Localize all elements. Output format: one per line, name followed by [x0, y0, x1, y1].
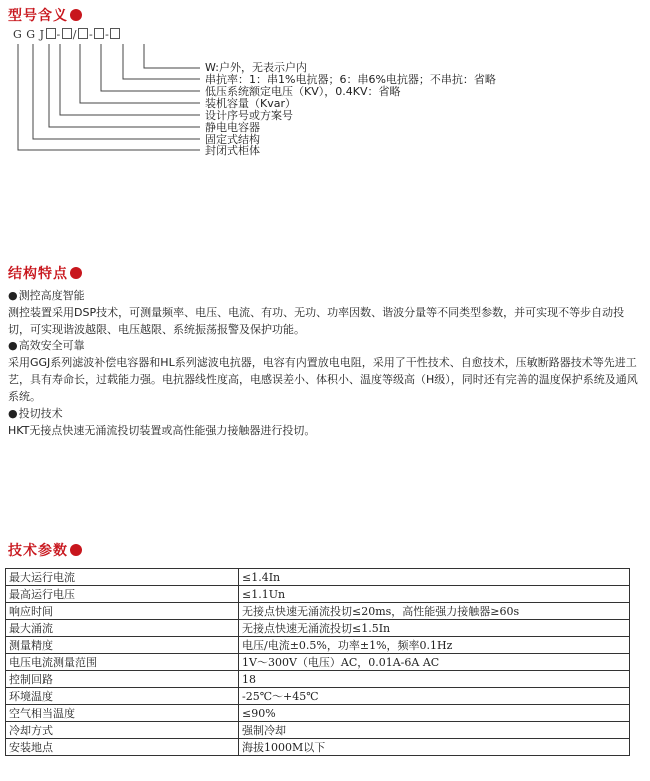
param-value: 海拔1000M以下: [239, 739, 630, 756]
legend-item: 低压系统额定电压（KV），0.4KV：省略: [205, 85, 401, 98]
param-value: 电压/电流±0.5%，功率±1%，频率0.1Hz: [239, 637, 630, 654]
table-row: [6, 603, 630, 620]
param-name: 控制回路: [6, 671, 239, 688]
table-row: [6, 637, 630, 654]
table-row: [6, 620, 630, 637]
legend-item: 封闭式柜体: [205, 144, 260, 157]
table-row: [6, 569, 630, 586]
param-value: ≤1.1Un: [239, 586, 630, 603]
table-row: [6, 739, 630, 756]
title-dot-icon: [70, 544, 82, 556]
leader-line: [123, 44, 200, 79]
param-value: ≤90%: [239, 705, 630, 722]
param-name: 测量精度: [6, 637, 239, 654]
legend-item: W:户外，无表示户内: [205, 61, 307, 74]
params-section-title-text: 技术参数: [8, 543, 68, 559]
leader-line: [80, 44, 200, 103]
table-row: [6, 705, 630, 722]
structure-section-title-text: 结构特点: [8, 266, 68, 282]
param-value: 强制冷却: [239, 722, 630, 739]
leader-line: [144, 44, 200, 68]
param-value: 1V～300V（电压）AC，0.01A-6A AC: [239, 654, 630, 671]
table-row: [6, 671, 630, 688]
model-code-separator: /: [72, 28, 77, 41]
param-value: 18: [239, 671, 630, 688]
param-name: 最大涌流: [6, 620, 239, 637]
model-section-title-text: 型号含义: [8, 8, 68, 24]
param-name: 安装地点: [6, 739, 239, 756]
param-name: 冷却方式: [6, 722, 239, 739]
table-row: [6, 586, 630, 603]
feature-block: [8, 287, 638, 338]
param-name: 电压电流测量范围: [6, 654, 239, 671]
model-code-separator: -: [56, 28, 61, 41]
legend-item: 设计序号或方案号: [205, 109, 293, 122]
model-code-letter: J: [39, 28, 45, 41]
legend-item: 静电电容器: [205, 121, 260, 134]
legend-item: 固定式结构: [205, 133, 260, 146]
legend-item: 装机容量（Kvar）: [205, 97, 296, 110]
param-value: 无接点快速无涌流投切≤1.5In: [239, 620, 630, 637]
model-code-separator: -: [88, 28, 94, 41]
table-row: [6, 688, 630, 705]
structure-section-title: [8, 263, 82, 283]
feature-heading: ● 测控高度智能: [8, 287, 638, 304]
model-code-letter: G: [26, 28, 36, 41]
feature-body: 采用GGJ系列滤波补偿电容器和HL系列滤波电抗器，电容有内置放电电阻，采用了干性技术、自愈技术，压敏断路器技术等先进工艺，具有寿命长，过载能力强。电抗器线性度高，电感误差小、体积小、温度等级高（H级），同时还有完善的温度保护系统及通风系统。: [8, 356, 638, 403]
feature-body: HKT无接点快速无涌流投切装置或高性能强力接触器进行投切。: [8, 424, 316, 437]
feature-heading: ● 投切技术: [8, 405, 638, 422]
param-value: ≤1.4In: [239, 569, 630, 586]
title-dot-icon: [70, 267, 82, 279]
leader-line: [18, 44, 200, 150]
param-name: 最高运行电压: [6, 586, 239, 603]
param-name: 空气相当温度: [6, 705, 239, 722]
feature-heading: ● 高效安全可靠: [8, 337, 638, 354]
model-code-separator: -: [105, 28, 110, 41]
param-name: 最大运行电流: [6, 569, 239, 586]
spec-table: [5, 568, 630, 756]
feature-block: [8, 337, 638, 405]
param-value: -25℃～+45℃: [239, 688, 630, 705]
param-value: 无接点快速无涌流投切≤20ms，高性能强力接触器≥60s: [239, 603, 630, 620]
param-name: 环境温度: [6, 688, 239, 705]
model-code-letter: G: [13, 28, 23, 41]
params-section-title: [8, 540, 82, 560]
table-row: [6, 654, 630, 671]
table-row: [6, 722, 630, 739]
legend-item: 串抗率：1：串1%电抗器；6：串6%电抗器；不串抗：省略: [205, 73, 496, 86]
feature-block: [8, 405, 638, 439]
param-name: 响应时间: [6, 603, 239, 620]
feature-body: 测控装置采用DSP技术，可测量频率、电压、电流、有功、无功、功率因数、谐波分量等不同类型参数，并可实现不等步自动投切，可实现谐波越限、电压越限、系统振荡报警及保护功能。: [8, 306, 625, 336]
